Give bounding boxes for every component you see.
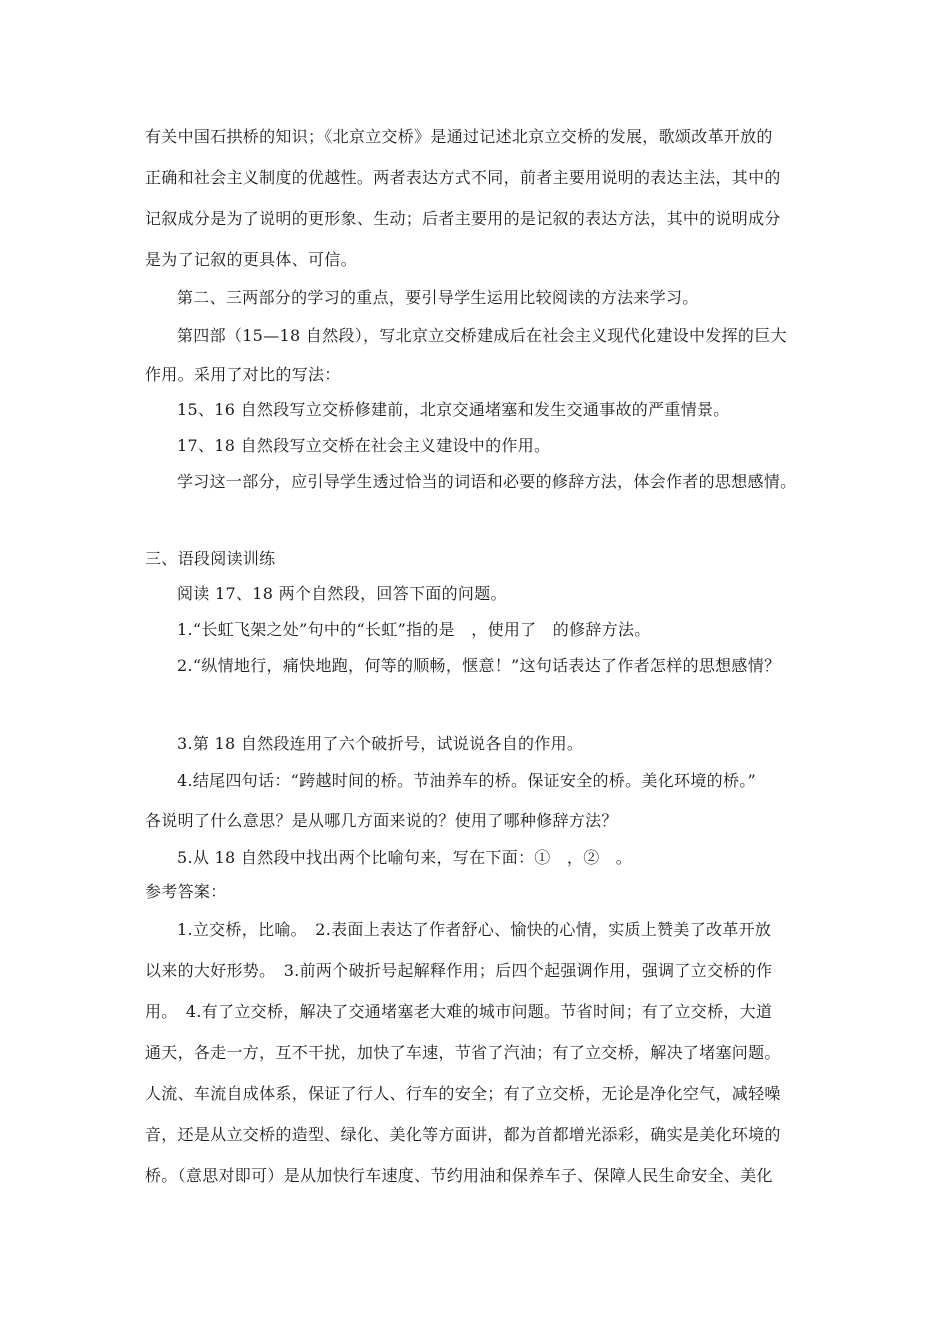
text-line: 有关中国石拱桥的知识；《北京立交桥》是通过记述北京立交桥的发展，歌颂改革开放的 xyxy=(145,127,773,146)
answer-line: 1.立交桥，比喻。 2.表面上表达了作者舒心、愉快的心情，实质上赞美了改革开放 xyxy=(177,920,772,939)
text-line: 阅读 17、18 两个自然段，回答下面的问题。 xyxy=(177,584,507,603)
question-5: 5.从 18 自然段中找出两个比喻句来，写在下面：① ，② 。 xyxy=(177,848,633,867)
text-line: 学习这一部分，应引导学生透过恰当的词语和必要的修辞方法，体会作者的思想感情。 xyxy=(177,472,797,491)
answer-line: 通天，各走一方，互不干扰，加快了车速，节省了汽油；有了立交桥，解决了堵塞问题。 xyxy=(145,1043,781,1062)
answer-line: 音，还是从立交桥的造型、绿化、美化等方面讲，都为首都增光添彩，确实是美化环境的 xyxy=(145,1125,781,1144)
section-heading: 三、语段阅读训练 xyxy=(145,549,276,568)
answer-line: 人流、车流自成体系，保证了行人、行车的安全；有了立交桥，无论是净化空气，减轻噪 xyxy=(145,1084,781,1103)
text-line: 第二、三两部分的学习的重点，要引导学生运用比较阅读的方法来学习。 xyxy=(177,288,699,307)
text-line: 是为了记叙的更具体、可信。 xyxy=(145,250,357,269)
answer-heading: 参考答案： xyxy=(145,882,227,901)
text-line: 各说明了什么意思？是从哪几方面来说的？使用了哪种修辞方法？ xyxy=(145,811,618,830)
text-line: 作用。采用了对比的写法： xyxy=(145,365,341,384)
text-line: 第四部（15—18 自然段），写北京立交桥建成后在社会主义现代化建设中发挥的巨大 xyxy=(177,326,787,345)
answer-line: 桥。（意思对即可）是从加快行车速度、节约用油和保养车子、保障人民生命安全、美化 xyxy=(145,1166,773,1185)
text-line: 17、18 自然段写立交桥在社会主义建设中的作用。 xyxy=(177,436,551,455)
answer-line: 以来的大好形势。 3.前两个破折号起解释作用；后四个起强调作用，强调了立交桥的作 xyxy=(145,961,773,980)
text-line: 正确和社会主义制度的优越性。两者表达方式不同，前者主要用说明的表达主法，其中的 xyxy=(145,168,781,187)
text-line: 记叙成分是为了说明的更形象、生动；后者主要用的是记叙的表达方法，其中的说明成分 xyxy=(145,209,781,228)
question-3: 3.第 18 自然段连用了六个破折号，试说说各自的作用。 xyxy=(177,734,584,753)
question-1: 1.“长虹飞架之处”句中的“长虹”指的是 ，使用了 的修辞方法。 xyxy=(177,620,651,639)
question-2: 2.“纵情地行，痛快地跑，何等的顺畅，惬意！”这句话表达了作者怎样的思想感情？ xyxy=(177,656,781,675)
text-line: 15、16 自然段写立交桥修建前，北京交通堵塞和发生交通事故的严重情景。 xyxy=(177,400,730,419)
answer-line: 用。 4.有了立交桥，解决了交通堵塞老大难的城市问题。节省时间；有了立交桥，大道 xyxy=(145,1002,773,1021)
question-4: 4.结尾四句话：“跨越时间的桥。节油养车的桥。保证安全的桥。美化环境的桥。” xyxy=(177,771,757,790)
